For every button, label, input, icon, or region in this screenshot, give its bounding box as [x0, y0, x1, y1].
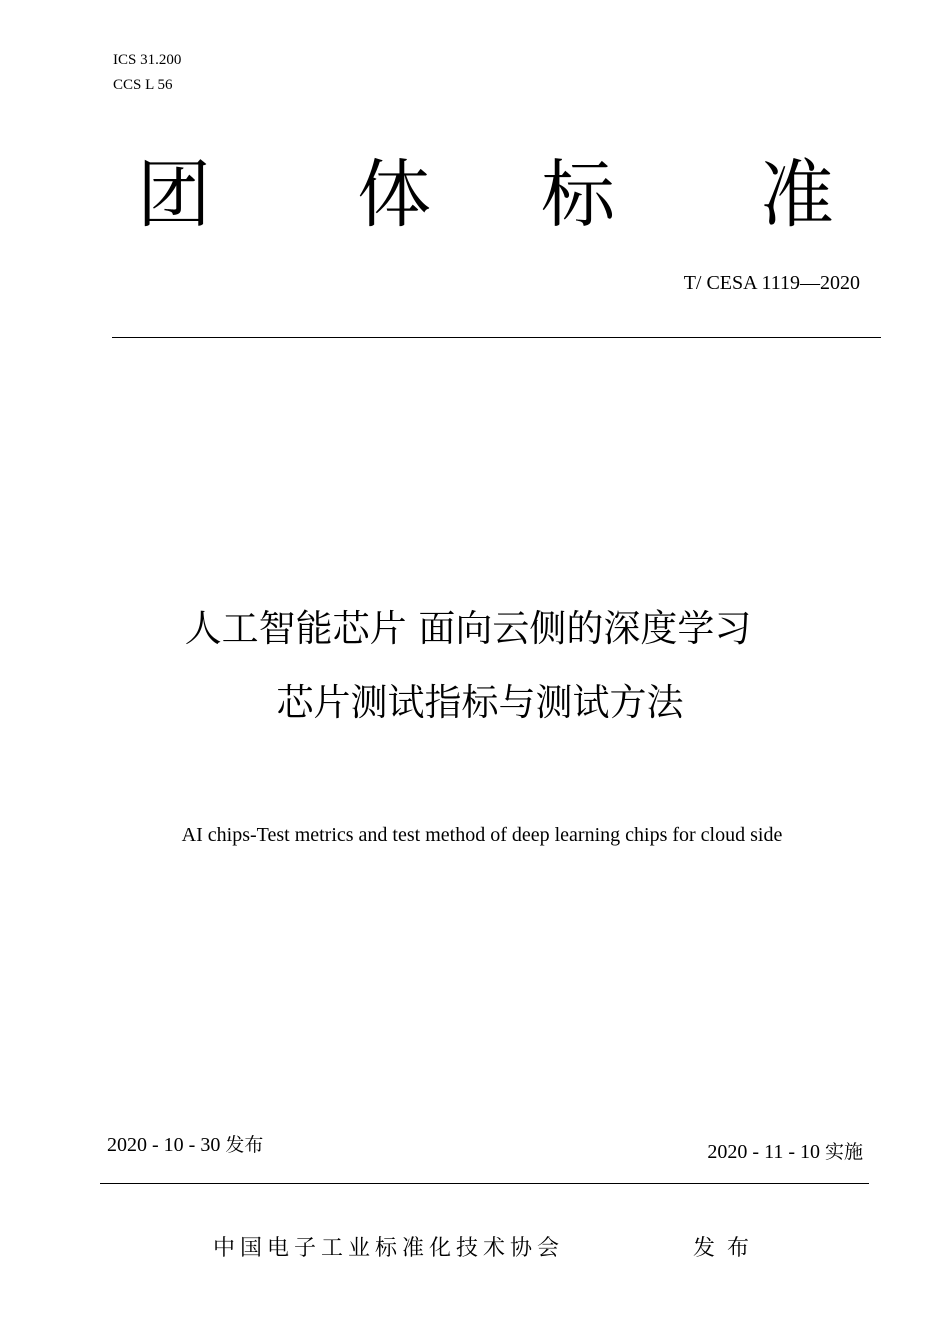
issuing-organization: 中国电子工业标准化技术协会: [213, 1236, 565, 1261]
standard-type-char-2: 体: [357, 152, 431, 238]
chinese-title-line-1: 人工智能芯片 面向云侧的深度学习: [184, 607, 752, 650]
implement-date-block: [707, 1137, 863, 1164]
ccs-code: CCS L 56: [113, 77, 173, 93]
standard-type-char-1: 团: [137, 152, 211, 238]
publish-date-block: [107, 1130, 263, 1157]
implement-date-label: 实施: [824, 1141, 863, 1163]
standard-type-char-4: 准: [760, 152, 834, 238]
bottom-divider: [100, 1183, 869, 1184]
ics-code: ICS 31.200: [113, 52, 182, 68]
publish-date-label: 发布: [225, 1134, 264, 1156]
english-title: AI chips-Test metrics and test method of deep learning chips for cloud side: [181, 824, 783, 846]
standard-type-char-3: 标: [541, 152, 615, 238]
standard-type-heading: [0, 150, 950, 240]
top-divider: [112, 337, 881, 338]
classification-codes: [113, 48, 181, 98]
chinese-title-line-2: 芯片测试指标与测试方法: [276, 681, 684, 724]
publish-date: 2020 - 10 - 30: [107, 1134, 221, 1156]
issue-word: 发布: [693, 1236, 762, 1261]
implement-date: 2020 - 11 - 10: [707, 1141, 820, 1163]
standard-number: T/ CESA 1119—2020: [683, 272, 860, 294]
